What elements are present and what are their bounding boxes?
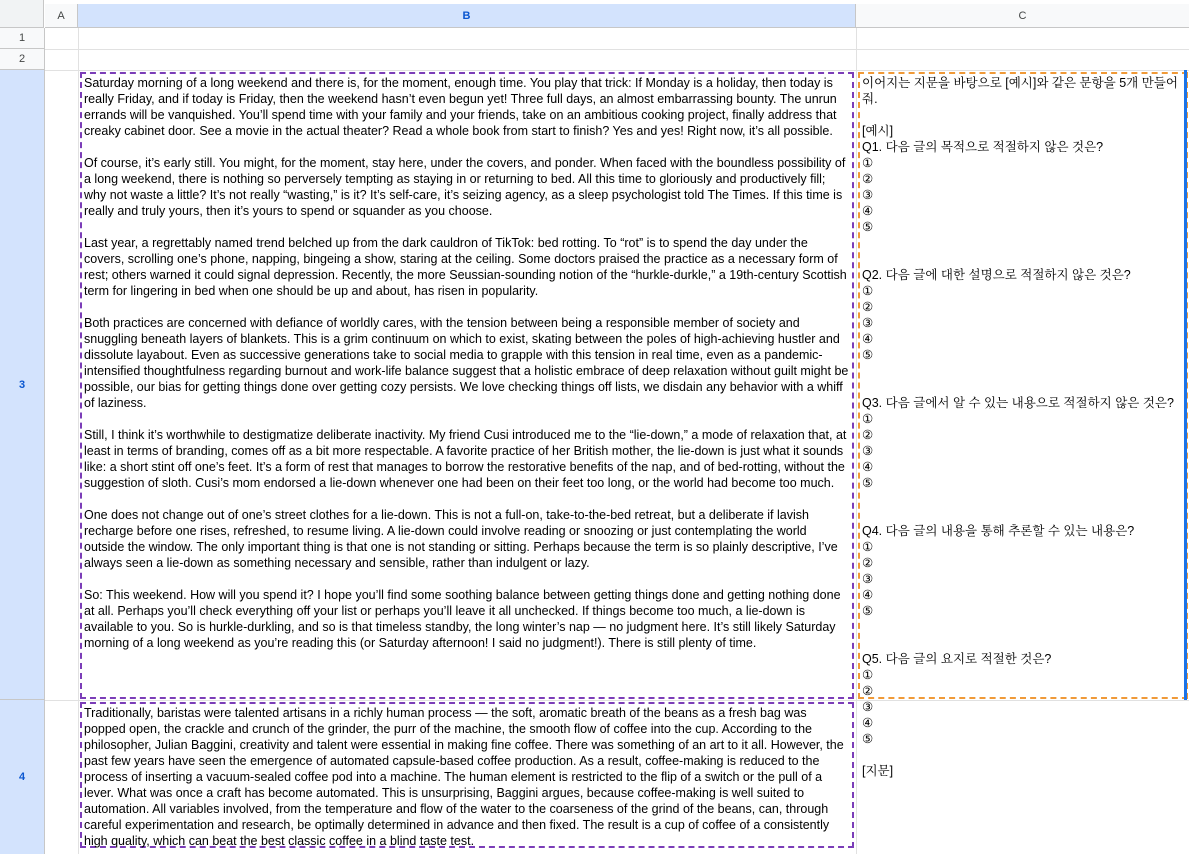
selection-border	[1184, 70, 1187, 700]
grid-line	[45, 700, 1189, 701]
grid-line	[45, 49, 1189, 50]
cell-b4[interactable]: Traditionally, baristas were talented artisans in a richly human process — the soft, aromatic breath of the beans as a fresh bag was popped open, the crackle and crunch of the grinder, the purr of the machine, the smooth flow of coffee into the cup. According to the philosopher, Julian Baggini, creativity and talent were essential in making fine coffee. There was something of an art to it all. However, the past few years have seen the emergence of automated capsule-based coffee production. As a result, coffee-making is reduced to the process of inserting a vacuum-sealed coffee pod into a machine. The human element is restricted to the flip of a switch or the pull of a lever. What was once a craft has become automated. This is unsurprising, Baggini argues, because coffee-making is well suited to automation. All variables involved, from the temperature and flow of the water to the coarseness of the grind of the beans, can, through careful experimentation and research, be optimally determined in advance and then fixed. The result is a cup of coffee of a consistently high quality, which can beat the best classic coffee in a blind taste test.	[80, 702, 854, 848]
row-header-4[interactable]: 4	[0, 700, 45, 854]
row-header-3[interactable]: 3	[0, 70, 45, 700]
grid-line	[45, 70, 1189, 71]
column-header-b[interactable]: B	[78, 4, 856, 28]
cell-b3[interactable]: Saturday morning of a long weekend and there is, for the moment, enough time. You play that trick: If Monday is a holiday, then today is really Friday, and if today is Friday, then the weekend hasn’t even begun yet! Three full days, an almost embarrassing bounty. The unrun errands will be vanquished. You’ll spend time with your family and your friends, take on an ambitious cooking project, finally address that creaky cabinet door. See a movie in the actual theater? Read a whole book from start to finish? Yes and yes! Right now, it’s all possible. Of course, it’s early still. You might, for the moment, stay here, under the covers, and ponder. When faced with the boundless possibility of a long weekend, there is nothing so perversely tempting as staying in or returning to bed. All this time to gloriously and productively fill; why not waste a little? It’s not really “wasting,” is it? It’s self-care, it’s seizing agency, as a sleep psychologist told The Times. If this time is really and truly yours, then it’s yours to spend or squander as you choose. Last year, a regrettably named trend belched up from the dark cauldron of TikTok: bed rotting. To “rot” is to spend the day under the covers, scrolling one’s phone, napping, bingeing a show, staring at the ceiling. Some doctors praised the practice as a necessary form of rest; others warned it could signal depression. Recently, the more Seussian-sounding notion of the “hurkle-durkle,” a 19th-century Scottish term for lingering in bed when one should be up and about, has risen in popularity. Both practices are concerned with defiance of worldly cares, with the tension between being a responsible member of society and snuggling beneath layers of blankets. This is a grim continuum on which to exist, skating between the poles of high-achieving hustler and dissolute layabout. Even as successive generations take to social media to grapple with this tension in real time, even as a pandemic-intensified thoughtfulness regarding burnout and work-life balance suggest that a holistic embrace of deep relaxation without guilt might be possible, our bias for getting things done over getting cozy persists. We love checking things off lists, we disdain any behavior with a whiff of laziness. Still, I think it’s worthwhile to destigmatize deliberate inactivity. My friend Cusi introduced me to the “lie-down,” a mode of relaxation that, at least in terms of branding, comes off as a bit more respectable. A favorite practice of her British mother, the lie-down is just what it sounds like: a short stint off one’s feet. It’s a form of rest that manages to borrow the restorative benefits of the nap, and of bed-rotting, without the suggestion of sloth. Cusi’s mom endorsed a lie-down whenever one had been on their feet too long, or the world had become too much. One does not change out of one’s street clothes for a lie-down. This is not a full-on, take-to-the-bed retreat, but a deliberate if lavish recharge before one rises, refreshed, to resume living. A lie-down could involve reading or snoozing or just contemplating the world outside the window. The only important thing is that one is not standing or sitting. Perhaps because the term is so plainly descriptive, I’ve always seen a lie-down as something necessary and sensible, rather than indulgent or lazy. So: This weekend. How will you spend it? I hope you’ll find some soothing balance between getting things done and getting nothing done at all. Perhaps you’ll check everything off your list or perhaps you’ll leave it all unchecked. If things become too much, a lie-down is available to you. So is hurkle-durkling, and so is that timeless standby, the long winter’s nap — no judgment here. It’s still likely Saturday morning of a long weekend as you’re reading this (or Saturday afternoon! I said no judgment!). There is still plenty of time.	[80, 72, 854, 699]
column-header-a[interactable]: A	[45, 4, 78, 28]
select-all-corner[interactable]	[0, 0, 44, 28]
row-header-1[interactable]: 1	[0, 28, 45, 49]
row-header-2[interactable]: 2	[0, 49, 45, 70]
grid-line	[78, 28, 79, 854]
grid-line	[856, 28, 857, 854]
cell-c3[interactable]: 이어지는 지문을 바탕으로 [예시]와 같은 문항을 5개 만들어줘. [예시] Q1. 다음 글의 목적으로 적절하지 않은 것은? ① ② ③ ④ ⑤ Q2. 다음 글에 대한 설명으로 적절하지 않은 것은? ① ② ③ ④ ⑤ Q3. 다음 글에서 알 수 있는 내용으로 적절하지 않은 것은? ① ② ③ ④ ⑤ Q4. 다음 글의 내용을 통해 추론할 수 있는 내용은? ① ② ③ ④ ⑤ Q5. 다음 글의 요지로 적절한 것은? ① ② ③ ④ ⑤ [지문]	[858, 72, 1188, 699]
column-header-c[interactable]: C	[856, 4, 1189, 28]
